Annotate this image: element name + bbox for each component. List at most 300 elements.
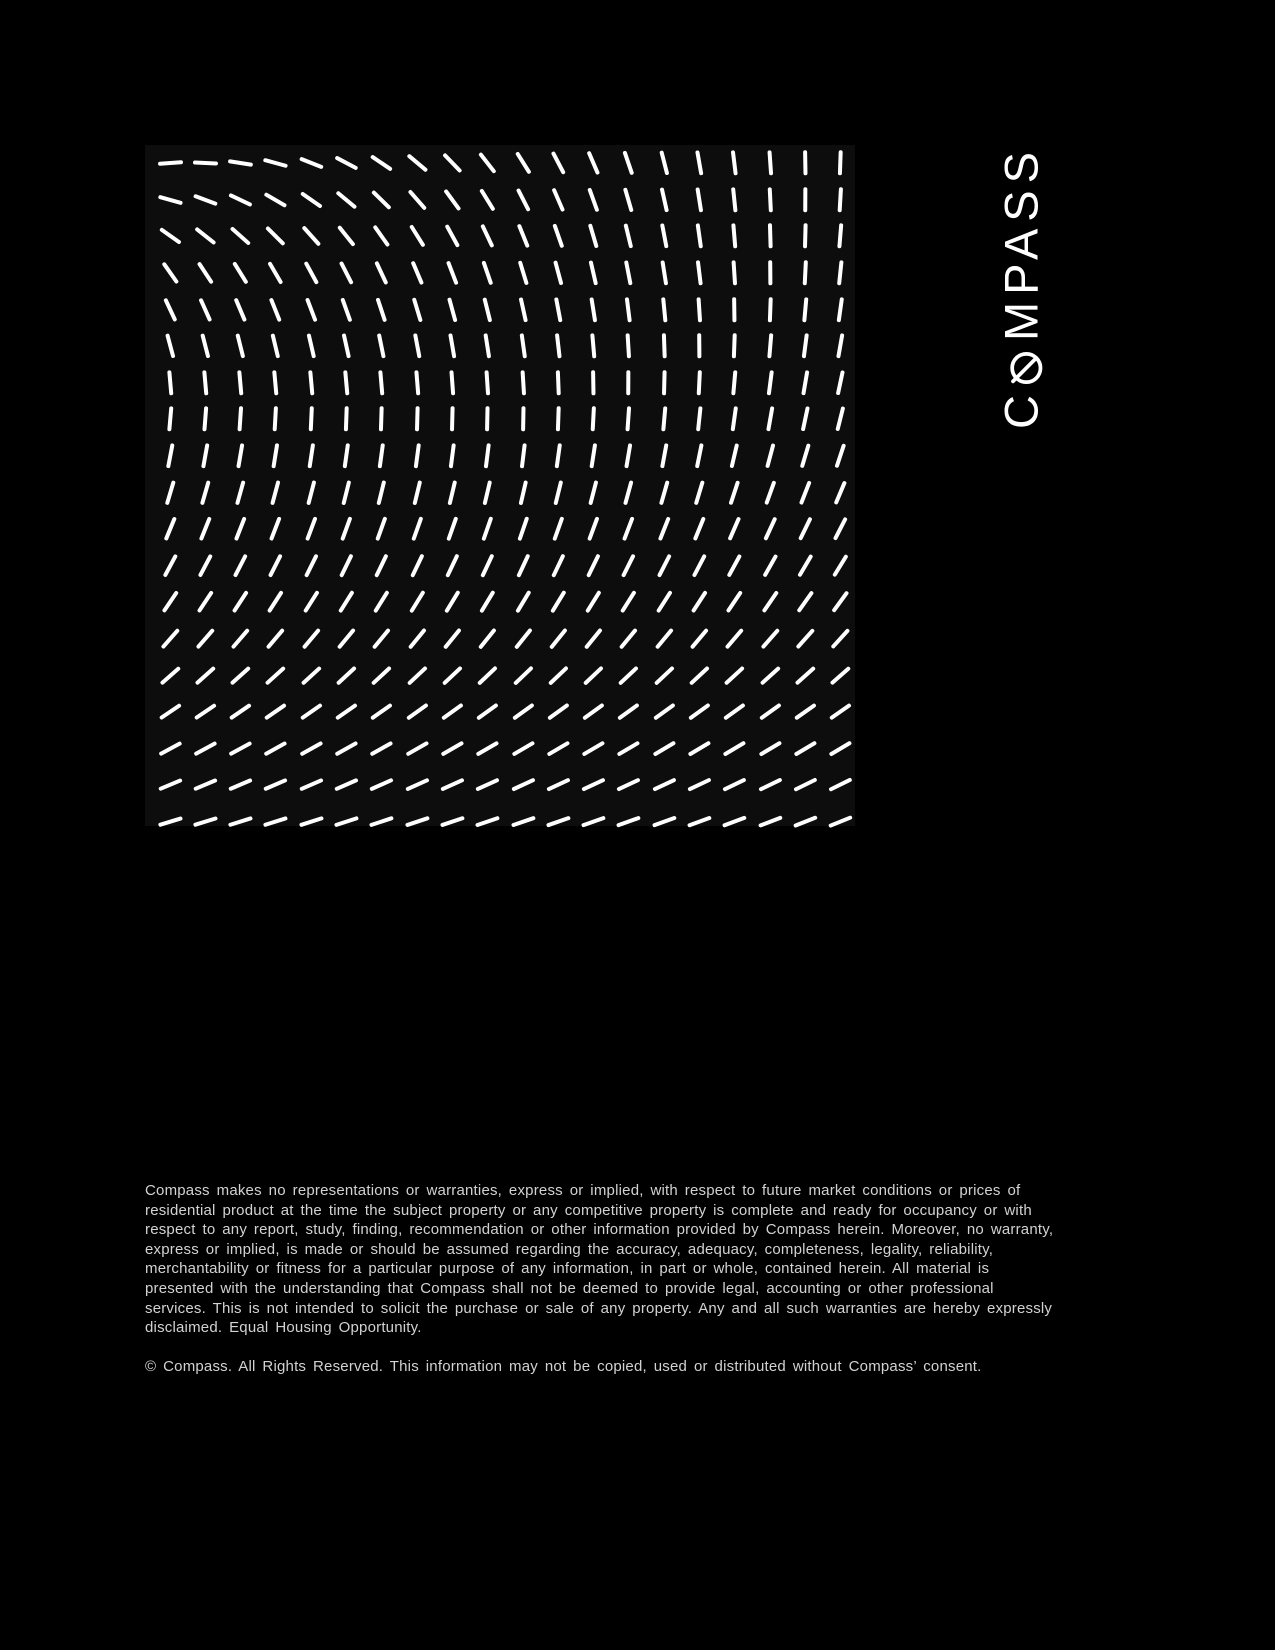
flow-dash [234, 517, 246, 542]
flow-dash [803, 150, 807, 175]
flow-dash [197, 261, 214, 284]
flow-dash [836, 370, 845, 395]
flow-dash [516, 554, 530, 578]
flow-dash [484, 443, 491, 468]
flow-dash [581, 778, 605, 792]
flow-dash [687, 816, 712, 828]
flow-dash [479, 152, 497, 174]
flow-dash [762, 554, 777, 578]
flow-dash [838, 224, 844, 249]
flow-dash [413, 333, 421, 358]
flow-dash [480, 188, 496, 211]
flow-dash [414, 370, 420, 395]
flow-dash [550, 591, 566, 614]
flow-dash [691, 591, 708, 614]
flow-dash [622, 554, 636, 578]
flow-dash [405, 816, 430, 827]
flow-dash [793, 778, 817, 792]
flow-dash [485, 370, 490, 395]
flow-dash [305, 297, 317, 322]
flow-dash [273, 407, 278, 432]
flow-dash [656, 591, 672, 614]
flow-dash [589, 260, 598, 285]
flow-dash [688, 741, 711, 757]
flow-dash [271, 333, 280, 358]
flow-dash [661, 407, 667, 432]
flow-dash [660, 187, 669, 212]
flow-dash [831, 628, 850, 649]
flow-dash [617, 741, 640, 757]
flow-dash [199, 297, 212, 321]
flow-dash [725, 628, 744, 649]
copyright-line: © Compass. All Rights Reserved. This information may not be copied, used or distributed without Compass’ consent. [145, 1358, 982, 1376]
flow-dash [203, 407, 209, 432]
flow-dash [200, 480, 210, 505]
flow-dash [696, 407, 702, 432]
flow-dash [515, 151, 531, 174]
flow-dash [446, 260, 458, 285]
flow-dash [476, 741, 499, 757]
flow-dash [518, 260, 529, 285]
flow-dash [370, 155, 393, 172]
flow-dash [733, 297, 737, 322]
compass-logo-o-icon [1001, 348, 1041, 388]
flow-dash [555, 443, 562, 468]
flow-dash [342, 333, 351, 358]
flow-dash [582, 741, 605, 757]
flow-dash [450, 407, 454, 432]
flow-dash [521, 407, 525, 432]
flow-dash [512, 703, 534, 721]
flow-dash [193, 779, 217, 792]
flow-dash [732, 370, 738, 395]
flow-dash [692, 554, 707, 578]
flow-dash [796, 628, 815, 649]
flow-dash [167, 370, 173, 395]
flow-dash [409, 225, 425, 248]
flow-dash [200, 333, 210, 358]
flow-dash [660, 443, 668, 468]
flow-dash [624, 480, 634, 505]
flow-dash [762, 591, 779, 614]
flow-dash [269, 554, 284, 578]
flow-dash [268, 591, 285, 614]
flow-dash [341, 517, 353, 542]
flow-dash [270, 517, 282, 542]
flow-dash [804, 187, 808, 212]
flow-dash [838, 260, 844, 285]
flow-dash [516, 188, 531, 212]
flow-dash [309, 407, 314, 432]
flow-dash [758, 741, 781, 757]
flow-dash [411, 261, 424, 285]
flow-dash [690, 628, 709, 649]
flow-dash [377, 480, 386, 505]
flow-dash [551, 554, 565, 578]
flow-dash [449, 443, 456, 468]
flow-dash [378, 333, 387, 358]
flow-dash [442, 666, 463, 686]
flow-dash [768, 260, 772, 285]
flow-dash [623, 517, 635, 542]
flow-dash [445, 554, 459, 578]
flow-dash [193, 741, 217, 756]
flow-dash [160, 628, 179, 649]
flow-dash [552, 224, 564, 249]
flow-dash [376, 297, 387, 322]
flow-dash [158, 741, 182, 756]
flow-dash [803, 260, 808, 285]
flow-dash [724, 703, 746, 721]
flow-dash [335, 703, 358, 720]
flow-dash [238, 370, 244, 395]
flow-dash [376, 517, 388, 542]
flow-dash [411, 517, 423, 542]
flow-dash [801, 407, 810, 432]
flow-dash [302, 628, 321, 649]
flow-dash [838, 187, 843, 212]
flow-dash [731, 150, 738, 175]
flow-dash [758, 778, 782, 792]
flow-dash [590, 297, 597, 322]
flow-dash [263, 158, 288, 168]
flow-dash [371, 666, 392, 686]
flow-dash [621, 591, 637, 614]
flow-dash [236, 480, 246, 505]
flow-dash [264, 192, 287, 208]
flow-dash [234, 297, 247, 321]
flow-dash [407, 666, 428, 686]
flow-dash [514, 628, 532, 650]
flow-dash [167, 407, 173, 432]
flow-dash [335, 156, 359, 171]
flow-dash [696, 150, 704, 175]
flow-dash [197, 591, 214, 614]
flow-dash [445, 224, 460, 248]
flow-dash [194, 703, 217, 720]
flow-dash [688, 703, 710, 721]
flow-dash [519, 333, 526, 358]
flow-dash [759, 703, 781, 720]
flow-dash [618, 703, 640, 721]
flow-dash [625, 443, 633, 468]
flow-dash [832, 591, 850, 613]
flow-dash [270, 297, 283, 322]
flow-dash [341, 297, 353, 322]
flow-dash [696, 224, 703, 249]
flow-dash [662, 333, 666, 358]
flow-dash [767, 370, 774, 395]
flow-dash [233, 554, 248, 578]
flow-dash [157, 194, 182, 204]
flow-dash [266, 226, 286, 246]
flow-dash [793, 816, 818, 829]
flow-dash [480, 591, 496, 614]
flow-dash [303, 591, 319, 614]
flow-dash [620, 628, 639, 650]
flow-dash [339, 261, 354, 285]
flow-dash [802, 370, 810, 395]
flow-dash [237, 443, 245, 468]
flow-dash [406, 703, 428, 720]
flow-dash [444, 591, 460, 614]
flow-dash [408, 628, 427, 650]
flow-dash [230, 227, 251, 246]
flow-dash [652, 816, 677, 828]
flow-dash [698, 333, 702, 358]
flow-dash [337, 628, 356, 650]
flow-dash [339, 554, 353, 578]
flow-dash [723, 741, 746, 757]
flow-dash [591, 407, 596, 432]
flow-dash [478, 628, 496, 650]
flow-dash [837, 297, 844, 322]
flow-dash [161, 262, 178, 285]
flow-dash [412, 297, 423, 322]
flow-dash [659, 150, 669, 175]
compass-logo-text-mpass: MPASS [994, 144, 1048, 342]
flow-dash [625, 260, 633, 285]
flow-dash [697, 297, 702, 322]
flow-dash [657, 554, 672, 578]
flow-dash [165, 333, 175, 358]
flow-dash [305, 517, 317, 542]
flow-dash [689, 666, 710, 686]
flow-dash [272, 443, 280, 468]
flow-dash [722, 816, 747, 828]
flow-dash [547, 703, 569, 721]
flow-dash [511, 741, 534, 757]
flow-dash [799, 480, 811, 505]
flow-dash [483, 297, 493, 322]
flow-dash [592, 370, 596, 395]
flow-dash [794, 741, 817, 757]
flow-dash [660, 260, 667, 285]
flow-dash [802, 297, 808, 322]
flow-dash [484, 333, 491, 358]
flow-dash [158, 816, 183, 827]
flow-dash [408, 189, 427, 210]
flow-dash [266, 628, 285, 649]
flow-dash [797, 554, 813, 577]
flow-dash [405, 778, 429, 791]
flow-dash [369, 816, 394, 827]
flow-dash [517, 517, 529, 542]
flow-dash [658, 517, 671, 542]
flow-dash [481, 554, 495, 578]
flow-dash [760, 666, 781, 685]
flow-dash [795, 666, 816, 685]
flow-dash [724, 666, 745, 686]
flow-dash [302, 226, 321, 247]
flow-dash [659, 480, 669, 505]
flow-dash [727, 554, 742, 578]
flow-dash [582, 703, 604, 721]
flow-dash [370, 778, 394, 791]
flow-dash [372, 628, 391, 650]
flow-dash [829, 778, 853, 792]
flow-dash [662, 370, 666, 395]
flow-dash [238, 407, 243, 432]
flow-dash [763, 517, 777, 541]
flow-dash [265, 666, 286, 685]
flow-dash [483, 480, 492, 505]
flow-dash [556, 370, 561, 395]
flow-dash [554, 297, 562, 322]
flow-dash [412, 480, 421, 505]
flow-dash [373, 225, 390, 247]
flow-dash [695, 443, 703, 468]
flow-dash [652, 778, 676, 792]
flow-dash [231, 628, 250, 649]
flow-dash [833, 517, 848, 541]
flow-dash [723, 778, 747, 792]
flow-dash [406, 154, 427, 173]
flow-dash [758, 816, 783, 828]
legal-footer [145, 1181, 1055, 1377]
flow-dash [653, 741, 676, 757]
flow-dash [653, 703, 675, 721]
flow-dash [344, 370, 350, 395]
flow-dash [273, 370, 279, 395]
flow-dash [733, 333, 738, 358]
flow-dash [555, 333, 561, 358]
flow-dash [583, 665, 604, 685]
flow-dash [338, 591, 354, 614]
flow-dash [696, 260, 703, 285]
flow-dash [828, 815, 853, 828]
flow-dash [768, 224, 772, 249]
flow-dash [414, 443, 421, 468]
flow-dash [837, 333, 845, 358]
flow-dash [334, 779, 358, 792]
flow-dash [797, 591, 814, 613]
flow-dash [764, 480, 776, 505]
flow-dash [767, 333, 773, 358]
flow-dash [802, 333, 809, 358]
flow-dash [193, 816, 218, 827]
flow-dash [624, 224, 633, 249]
flow-field-pattern [145, 145, 855, 826]
flow-dash [228, 159, 253, 166]
flow-dash [655, 628, 674, 650]
flow-dash [375, 261, 389, 285]
flow-dash [230, 666, 251, 685]
flow-dash [441, 703, 463, 720]
flow-dash [517, 224, 530, 249]
flow-dash [654, 666, 675, 686]
flow-dash [552, 517, 564, 542]
flow-dash [159, 704, 182, 721]
flow-dash [693, 517, 706, 542]
flow-dash [202, 370, 208, 395]
flow-dash [304, 261, 319, 285]
flow-dash [554, 480, 563, 505]
flow-dash [687, 778, 711, 792]
flow-dash [481, 224, 495, 248]
flow-dash [336, 666, 357, 686]
flow-dash [588, 224, 599, 249]
flow-dash [584, 628, 603, 650]
flow-dash [441, 741, 464, 757]
compass-logo-text-c: C [994, 388, 1048, 430]
flow-dash [195, 666, 216, 685]
flow-dash [547, 741, 570, 757]
flow-dash [697, 370, 702, 395]
flow-dash [486, 407, 490, 432]
flow-dash [159, 666, 180, 685]
flow-dash [380, 407, 384, 432]
flow-dash [236, 333, 246, 358]
flow-dash [443, 628, 462, 650]
flow-dash [732, 224, 738, 249]
flow-dash [476, 778, 500, 792]
flow-dash [447, 517, 459, 542]
flow-dash [265, 703, 288, 720]
flow-dash [228, 779, 252, 792]
flow-dash [549, 628, 567, 650]
flow-dash [268, 261, 284, 284]
flow-dash [834, 480, 847, 504]
flow-dash [515, 591, 531, 614]
flow-dash [337, 225, 355, 247]
flow-dash [201, 443, 209, 468]
flow-dash [440, 816, 465, 827]
flow-dash [232, 261, 248, 284]
flow-dash [440, 778, 464, 792]
flow-dash [730, 443, 739, 468]
flow-dash [374, 591, 390, 614]
flow-dash [660, 224, 668, 249]
flow-dash [229, 703, 252, 720]
flow-dash [836, 407, 846, 432]
flow-dash [477, 665, 498, 685]
flow-dash [591, 333, 597, 358]
flow-dash [551, 151, 566, 175]
flow-dash [548, 665, 569, 685]
flow-dash [619, 666, 640, 686]
flow-dash [336, 190, 358, 209]
flow-dash [546, 778, 570, 792]
flow-dash [546, 816, 571, 828]
flow-dash [581, 816, 606, 828]
flow-dash [198, 554, 213, 578]
flow-dash [306, 480, 316, 505]
disclaimer-paragraph: Compass makes no representations or warranties, express or implied, with respect to future market conditions or prices of residential product at the time the subject property or any competitive property is complete and ready for occupancy or with respect to any report, study, finding, recommendation or other information provided by Compass herein. Moreover, no warranty, express or implied, is made or should be assumed regarding the accuracy, adequacy, completeness, legality, reliability, merchantability or fitness for a particular purpose of any information, in part or whole, contained herein. All material is presented with the understanding that Compass shall not be deemed to provide legal, accounting or other professional services. This is not intended to solicit the purchase or sale of any property. Any and all such warranties are hereby expressly disclaimed. Equal Housing Opportunity. [145, 1182, 1054, 1337]
flow-dash [520, 443, 527, 468]
flow-dash [448, 333, 456, 358]
flow-dash [410, 554, 424, 578]
flow-dash [626, 407, 631, 432]
flow-dash [409, 591, 425, 614]
flow-dash [343, 443, 350, 468]
flow-dash [588, 187, 600, 212]
flow-dash [765, 443, 775, 468]
flow-dash [194, 227, 216, 245]
flow-dash [732, 187, 738, 212]
flow-dash [159, 227, 181, 244]
flow-dash [448, 480, 457, 505]
flow-dash [766, 407, 774, 432]
flow-dash [263, 816, 288, 827]
flow-dash [196, 628, 215, 649]
flow-dash [552, 187, 565, 211]
flow-dash [300, 191, 323, 208]
flow-dash [308, 443, 315, 468]
flow-dash [518, 480, 527, 505]
flow-dash [162, 591, 179, 614]
flow-dash [476, 703, 498, 721]
